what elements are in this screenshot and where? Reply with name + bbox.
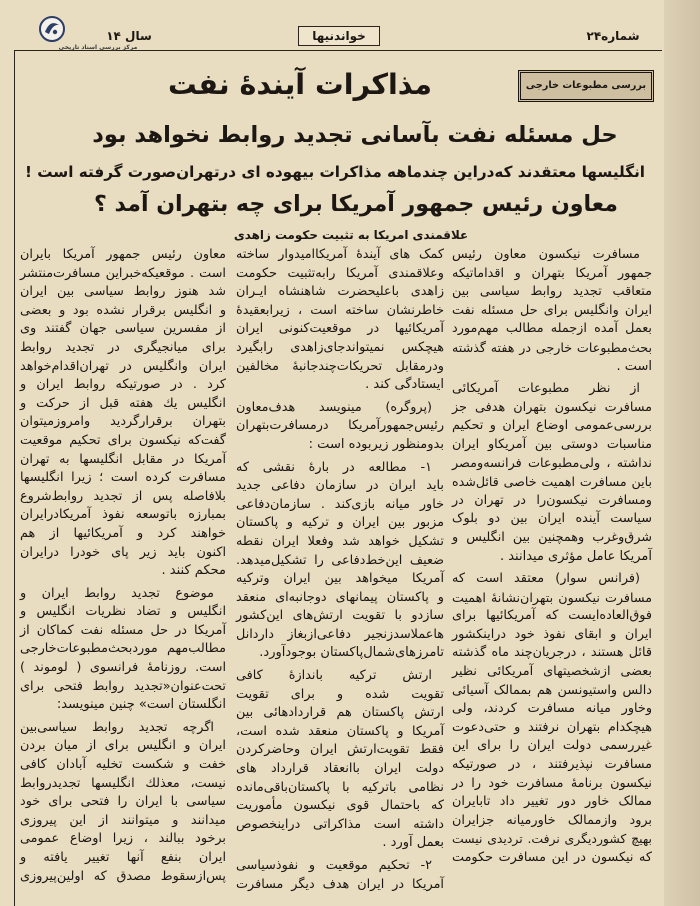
article-text-line: خفت و شکست تخلیه آبادان کافی [20,757,226,773]
article-text-line: شرق‌وغرب وهمچنین بین انگلیس و [452,529,652,545]
article-text-line: دولت ایران باانعقاد قرارداد های [236,761,444,777]
article-text-line: سیاست آینده ایران بین دو بلوک [452,511,652,527]
secondary-headline: معاون رئیس جمهور آمریکا برای چه بتهران آمد ؟ [94,192,618,217]
article-text-line: ایران بنفع آنها تغییر یافته و [20,850,226,865]
article-text-line: بررسی‌عمومی اوضاع ایران و تحکیم [452,418,652,434]
article-text-line: فقط تقویت‌ارتش ایران وحاضرکردن [236,742,444,758]
article-text-line: سیاسی با ایران را فتحی برای خود [20,794,226,810]
article-text-line: است. روزنامهٔ فرانسوی ( لوموند ) [20,660,226,676]
article-text-line: خواهند کرد و آمریکائیها از هم [20,525,226,541]
article-text-line: متعاقب تجدید روابط سیاسی بین [452,284,652,300]
article-text-line: است . [616,358,652,374]
article-text-line: تامرزهای‌شمال‌پاکستان بوجودآورد. [259,645,444,661]
article-text-line: آمریکا در حل مسئله نفت کماکان از [20,622,226,638]
article-text-line: تحت‌عنوان«تجدید روابط فتحی برای [20,678,226,694]
article-text-line: بتهران برقرارگردید وامروزمیتوان [20,414,226,430]
article-text-line: کرد . در صورتیکه روابط ایران و [20,377,226,393]
article-paragraph [452,246,652,376]
article-text-line: ایران و انگلیس برای از میان بردن [20,738,226,754]
article-text-line: رئیس‌جمهورآمریکا درمسافرت‌بتهران [236,418,444,434]
article-text-line: نداشته ، ولی‌مطبوعات فرانسه‌ومصر [452,455,652,471]
article-text-line: داشته است مذاکراتی دراینخصوص [236,816,444,832]
article-text-line: باید ایران در سازمان دفاعی جدید [236,478,444,494]
article-text-line: قائل هستند ، درجریان‌چند ماه گذشته [452,645,652,661]
article-text-line: محکم کنند . [161,563,226,579]
article-text-line: موضوع تجدید روابط ایران و [20,585,214,601]
article-paragraph [236,857,444,894]
article-paragraph [236,246,444,395]
article-text-line: شد هنوز روابط سیاسی بین ایران [20,284,226,300]
issue-number: شماره۲۴ [586,29,640,43]
article-paragraph [20,246,226,581]
article-text-line: معاون رئیس جمهور آمریکا بایران [20,247,226,262]
article-text-line: نظامی باترکیه با پاکستان‌باقی‌مانده [236,779,444,795]
article-text-line: هیچکس نمیتواندجای‌زاهدی رابگیرد [236,339,444,355]
archive-watermark-text: مرکز بررسی اسناد تاریخی [58,44,138,51]
article-text-line: مسافرت نپذیرفتند ، در صورتیکه [452,757,652,773]
article-text-line: بدومنظور زیربوده است : [308,436,444,452]
article-text-line: ۲- تحکیم موقعیت و نفوذسیاسی [236,858,432,873]
article-text-line: میدانند و میتوانند از این پیروزی [20,812,226,828]
article-text-line: آمریکا عامل مؤثری میدانند . [499,548,652,564]
article-text-line: نیست، معذلك انگلیسها تجدیدروابط [20,775,226,791]
article-text-line: بلافاصله پس از تجدید روابط‌شروع [20,488,226,504]
article-text-line: جمهور آمریکا بتهران و اقداماتیکه [452,265,652,281]
article-text-line: ایران وانگلیس در تهران‌اقدام‌خواهد [20,358,226,374]
article-paragraph [452,570,652,868]
article-text-line: وخاور میانه مسافرت کردند، ولی [452,701,652,717]
article-text-line: مسافرت نیکسون بتهران‌نشانهٔ اهمیت [452,589,652,605]
article-column-left [20,246,226,886]
article-text-line: (پروگره) مینویسد هدف‌معاون [236,399,432,415]
article-text-line: مسافرت نیکسون معاون رئیس [452,247,640,262]
article-text-line: برخود ببالند ، زیرا اوضاع عمومی [20,831,226,847]
article-paragraph [20,719,226,886]
article-text-line: مسافرت کرده است ؛ زیرا انگلیسها [20,470,226,486]
article-text-line: که نیکسون در این مسافرت حکومت [452,850,652,865]
article-text-line: انگلیس و تضاد نظریات انگلیس و [20,604,226,620]
article-text-line: هاعملاسدزنجیر دفاعی‌ازبغاز داردانل [236,626,444,642]
article-text-line: مسافرت نیکسون بتهران هدفی جز [452,399,652,415]
article-text-line: خاطرنشان ساخته است ، زیرابعقیدهٔ [236,302,444,318]
article-text-line: آمریکا و پاکستان منعقد شده است، [236,723,444,739]
article-text-line: فوق‌العاده‌ایست که آمریکائیها برای [452,608,652,624]
article-text-line: وعلاقمندی آمریکا رابه‌تثبیت حکومت [236,265,444,281]
article-text-line: باین مسافرت اهمیت خاصی قائل‌شده [452,474,652,490]
article-paragraph [452,380,652,566]
article-text-line: برود وازممالک خاورمیانه جزایران [452,812,652,828]
article-text-line: اکنون باید زیر پای خودرا درایران [20,544,226,560]
article-text-line: بهیچ کشوردیگری نرفت. تردیدی نیست [452,831,652,847]
article-column-middle [236,246,444,894]
article-text-line: که باحتمال قوی نیکسون مأموریت [236,798,444,814]
article-text-line: بعضی ازشخصیتهای آمریکائی نظیر [452,664,652,680]
article-text-line: برای میانجیگری در تجدید روابط [20,339,226,355]
article-text-line: پس‌ازسقوط مصدق که اولین‌پیروزی [20,868,226,884]
article-text-line: تقویت شده و برای تقویت [236,686,444,702]
article-text-line: انگلستان است» چنین مینویسد: [56,697,226,713]
article-paragraph [20,585,226,715]
article-text-line: ضعیف این‌خط‌دفاعی را تشکیل‌میدهد. [236,552,444,568]
article-text-line: زاهدی باعلیحضرت شاهنشاه ایـران [236,284,444,300]
article-text-line: مطالب‌مهم موردبحث‌مطبوعات‌خارجی [20,641,226,657]
article-paragraph [236,399,444,455]
article-text-line: آمریکائیها در موقعیت‌کنونی ایران [236,321,444,337]
article-text-line: تشکیل خواهد شد وفعلا ایران نقطه [236,533,444,549]
article-text-line: از نظر مطبوعات آمریکائی [452,381,640,397]
article-paragraph [236,667,444,853]
article-text-line: بحث‌مطبوعات خارجی در هفته گذشته [452,339,652,355]
article-text-line: خاور میانه بازی‌کند . سازمان‌دفاعی [236,496,444,512]
article-text-line: آمریکا در مقابل انگلیسها به تهران [20,451,226,467]
article-paragraph [236,459,444,664]
article-text-line: ممالک خاور دور تغییر داد تابایران [452,794,652,810]
archive-logo-icon [38,15,66,43]
article-text-line: (فرانس سوار) معتقد است که [452,571,640,587]
article-text-line: آمریکا در ایران هدف دیگر مسافرت [236,876,444,892]
article-text-line: نیکسون برنامهٔ مسافرت خود را در [452,775,652,791]
article-text-line: بعمل آورد . [382,835,444,851]
article-text-line: از مفسرین سیاسی جهان گفتند وی [20,321,226,337]
article-text-line: ۱- مطالعه در بارهٔ نقشی که [236,459,432,475]
article-text-line: است . موقعیکه‌خبراین مسافرت‌منتشر [20,265,226,281]
page-binding-edge [664,0,700,906]
article-text-line: ایستادگی کند . [365,377,444,393]
page-border-left [14,50,15,906]
article-text-line: اگرچه تجدید روابط سیاسی‌بین [20,719,214,735]
magazine-name: خواندنیها [298,26,380,46]
article-text-line: هیچکدام بتهران نرفتند و حتی‌دعوت [452,719,652,735]
article-text-line: بعمل آمده ازجمله مطالب مهم‌مورد [452,321,652,337]
article-text-line: کمک های آیندهٔ آمریکاامیدوار ساخته [236,247,444,262]
article-text-line: ایران وانگلیس برای حل مسئله نفت [452,302,652,318]
article-text-line: ارتش پاکستان هم قراردادهائی بین [236,705,444,721]
article-column-right [452,246,652,868]
article-text-line: انگلیس یك هفته قبل از حرکت و [20,395,226,411]
article-kicker: انگلیسها معتقدند که‌دراین چندماهه مذاکرات بیهوده ای درتهران‌صورت گرفته است ! [24,163,646,181]
article-text-line: بمبارزه باتوسعه نفوذ آمریکادرایران [20,507,226,523]
tertiary-headline: علاقمندی امریکا به تثبیت حکومت زاهدی [233,228,469,242]
article-text-line: مناسبات دوستی بین آمریکاو ایران [452,436,652,452]
article-text-line: غیررسمی دولت ایران را برای این [452,738,652,754]
article-text-line: آمریکا میخواهد بین ایران وترکیه [236,571,444,587]
article-text-line: ودرمقابل تحریکات‌چندجانبهٔ مخالفین [236,358,444,374]
volume-year: سال ۱۴ [106,29,152,43]
article-text-line: ایران و ابقای نفوذ خود دراینکشور [452,626,652,642]
article-text-line: سازدو با تقویت ارتش‌های این‌کشور [236,608,444,624]
article-text-line: مزبور بین ایران و ترکیه و پاکستان [236,515,444,531]
article-text-line: ومسافرت نیکسون‌را در تهران در [452,492,652,508]
article-title: مذاکرات آیندهٔ نفت [168,67,432,101]
section-label: بررسی مطبوعات خارجی [518,70,654,102]
article-text-line: دالس واستیونسن هم بممالک آسیائی [452,682,652,698]
article-text-line: گفت‌که نیکسون برای تحکیم موقعیت [20,432,226,448]
article-text-line: و پاکستان پیمانهای دوجانبه‌ای منعقد [236,589,444,605]
article-subtitle: حل مسئله نفت بآسانی تجدید روابط نخواهد بود [92,122,618,148]
article-text-line: ارتش ترکیه باندازهٔ کافی [236,668,432,684]
article-text-line: و انگلیس برقرار نشده بود و بعضی [20,302,226,318]
